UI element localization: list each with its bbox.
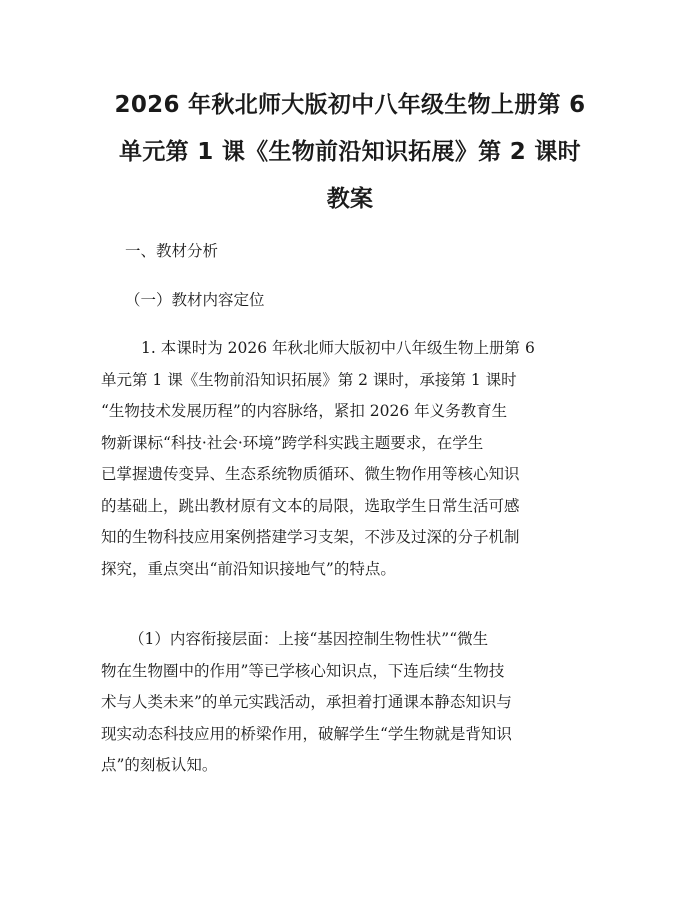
paragraph-line: 术与人类未来”的单元实践活动，承担着打通课本静态知识与 — [101, 693, 512, 711]
paragraph-content-connection — [101, 624, 611, 782]
paragraph-line: 单元第 1 课《生物前沿知识拓展》第 2 课时，承接第 1 课时 — [101, 370, 517, 389]
paragraph-line: 现实动态科技应用的桥梁作用，破解学生“学生物就是背知识 — [101, 724, 512, 743]
paragraph-line: 已掌握遗传变异、生态系统物质循环、微生物作用等核心知识 — [101, 465, 520, 483]
title-line: 单元第 1 课《生物前沿知识拓展》第 2 课时 — [119, 139, 581, 165]
paragraph-line: 物在生物圈中的作用”等已学核心知识点，下连后续“生物技 — [101, 661, 505, 680]
paragraph-line: 点”的刻板认知。 — [101, 756, 218, 774]
title-line: 2026 年秋北师大版初中八年级生物上册第 6 — [114, 92, 586, 118]
paragraph-line: 探究，重点突出“前沿知识接地气”的特点。 — [101, 559, 396, 578]
paragraph-content-positioning — [101, 333, 611, 585]
title-line: 教案 — [326, 186, 374, 212]
paragraph-line: （1）内容衔接层面：上接“基因控制生物性状”“微生 — [129, 630, 489, 648]
section-heading: 一、教材分析 — [125, 242, 219, 260]
paragraph-line: “生物技术发展历程”的内容脉络，紧扣 2026 年义务教育生 — [101, 402, 508, 420]
paragraph-line: 知的生物科技应用案例搭建学习支架，不涉及过深的分子机制 — [101, 528, 520, 546]
paragraph-line: 1. 本课时为 2026 年秋北师大版初中八年级生物上册第 6 — [141, 339, 535, 357]
document-title — [80, 82, 620, 223]
paragraph-line: 的基础上，跳出教材原有文本的局限，选取学生日常生活可感 — [101, 496, 520, 515]
subsection-heading: （一）教材内容定位 — [125, 291, 265, 309]
paragraph-line: 物新课标“科技·社会·环境”跨学科实践主题要求，在学生 — [101, 433, 484, 452]
